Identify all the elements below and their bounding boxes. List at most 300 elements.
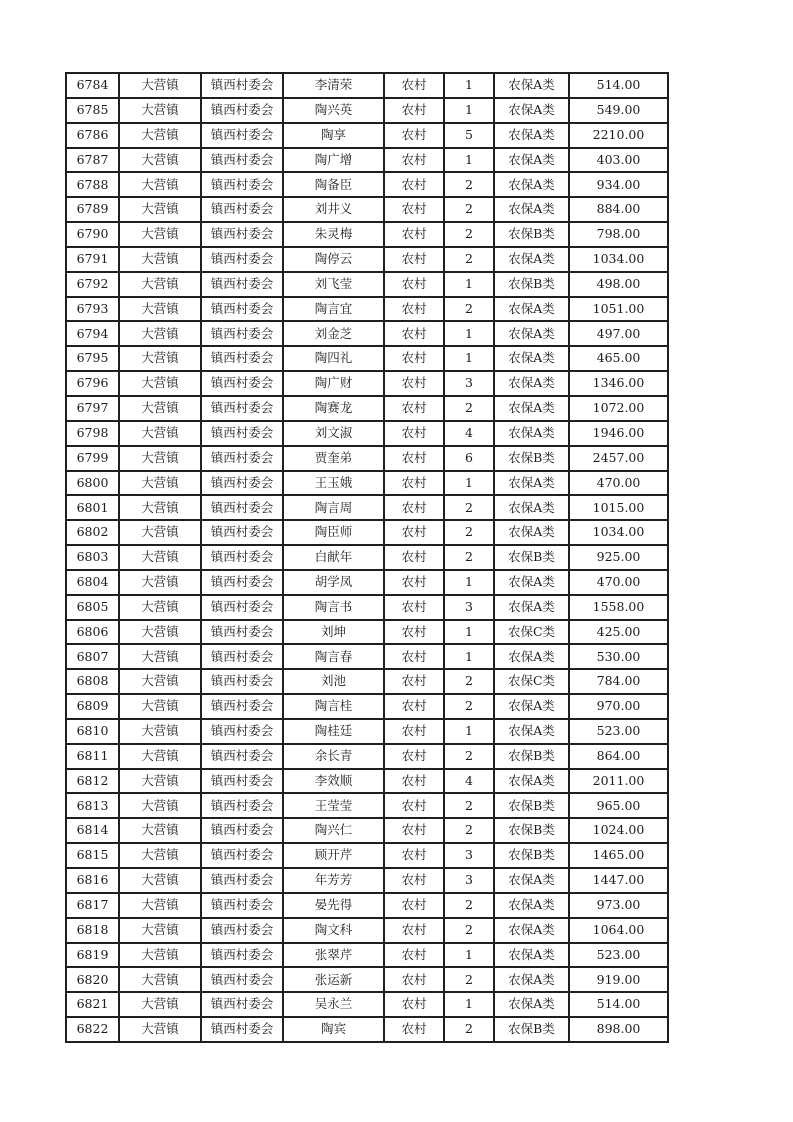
table-cell-id: 6812 [66, 769, 119, 794]
table-cell-id: 6800 [66, 471, 119, 496]
table-row [66, 297, 668, 322]
table-cell-area-type: 农村 [384, 297, 444, 322]
table-cell-name: 张运新 [283, 967, 384, 992]
table-cell-category: 农保B类 [494, 446, 569, 471]
table-cell-count: 1 [444, 346, 494, 371]
table-row [66, 148, 668, 173]
table-cell-name: 刘文淑 [283, 421, 384, 446]
table-cell-amount: 498.00 [569, 272, 668, 297]
table-row [66, 769, 668, 794]
table-cell-id: 6819 [66, 943, 119, 968]
table-cell-area-type: 农村 [384, 843, 444, 868]
table-row [66, 346, 668, 371]
table-cell-name: 李清荣 [283, 73, 384, 98]
table-cell-category: 农保A类 [494, 321, 569, 346]
table-cell-amount: 1015.00 [569, 495, 668, 520]
table-cell-count: 1 [444, 471, 494, 496]
table-cell-category: 农保A类 [494, 694, 569, 719]
table-cell-name: 陶备臣 [283, 172, 384, 197]
table-cell-area-type: 农村 [384, 98, 444, 123]
table-cell-id: 6792 [66, 272, 119, 297]
table-cell-name: 陶文科 [283, 918, 384, 943]
table-cell-name: 陶广增 [283, 148, 384, 173]
table-row [66, 818, 668, 843]
table-cell-town: 大营镇 [119, 595, 201, 620]
table-cell-id: 6786 [66, 123, 119, 148]
table-row [66, 868, 668, 893]
table-cell-village: 镇西村委会 [201, 471, 283, 496]
table-cell-id: 6785 [66, 98, 119, 123]
table-cell-id: 6820 [66, 967, 119, 992]
table-cell-village: 镇西村委会 [201, 321, 283, 346]
table-cell-amount: 403.00 [569, 148, 668, 173]
table-row [66, 446, 668, 471]
table-cell-area-type: 农村 [384, 967, 444, 992]
table-cell-area-type: 农村 [384, 73, 444, 98]
table-cell-village: 镇西村委会 [201, 222, 283, 247]
table-cell-count: 2 [444, 694, 494, 719]
table-cell-amount: 864.00 [569, 744, 668, 769]
table-cell-area-type: 农村 [384, 197, 444, 222]
table-cell-category: 农保B类 [494, 744, 569, 769]
table-cell-id: 6794 [66, 321, 119, 346]
table-cell-name: 吴永兰 [283, 992, 384, 1017]
table-cell-category: 农保A类 [494, 396, 569, 421]
table-row [66, 396, 668, 421]
table-row [66, 520, 668, 545]
table-cell-name: 陶言宜 [283, 297, 384, 322]
table-cell-area-type: 农村 [384, 321, 444, 346]
table-row [66, 719, 668, 744]
table-cell-name: 年芳芳 [283, 868, 384, 893]
table-cell-area-type: 农村 [384, 545, 444, 570]
table-cell-name: 陶广财 [283, 371, 384, 396]
table-cell-category: 农保A类 [494, 570, 569, 595]
table-cell-amount: 470.00 [569, 570, 668, 595]
table-row [66, 967, 668, 992]
table-cell-category: 农保A类 [494, 421, 569, 446]
table-cell-category: 农保A类 [494, 371, 569, 396]
table-cell-town: 大营镇 [119, 992, 201, 1017]
table-cell-village: 镇西村委会 [201, 793, 283, 818]
table-cell-count: 2 [444, 396, 494, 421]
table-cell-town: 大营镇 [119, 620, 201, 645]
table-cell-town: 大营镇 [119, 570, 201, 595]
table-cell-area-type: 农村 [384, 595, 444, 620]
table-cell-id: 6796 [66, 371, 119, 396]
table-cell-amount: 784.00 [569, 669, 668, 694]
table-cell-area-type: 农村 [384, 570, 444, 595]
table-cell-village: 镇西村委会 [201, 769, 283, 794]
table-cell-amount: 919.00 [569, 967, 668, 992]
table-row [66, 744, 668, 769]
table-cell-village: 镇西村委会 [201, 148, 283, 173]
table-cell-area-type: 农村 [384, 247, 444, 272]
table-cell-id: 6801 [66, 495, 119, 520]
table-cell-village: 镇西村委会 [201, 818, 283, 843]
table-cell-amount: 1034.00 [569, 247, 668, 272]
table-cell-village: 镇西村委会 [201, 73, 283, 98]
table-cell-id: 6784 [66, 73, 119, 98]
table-cell-name: 刘飞莹 [283, 272, 384, 297]
table-cell-category: 农保A类 [494, 520, 569, 545]
table-cell-amount: 970.00 [569, 694, 668, 719]
table-cell-amount: 1051.00 [569, 297, 668, 322]
table-cell-count: 1 [444, 148, 494, 173]
table-cell-town: 大营镇 [119, 1017, 201, 1042]
table-cell-village: 镇西村委会 [201, 396, 283, 421]
table-row [66, 918, 668, 943]
table-cell-id: 6818 [66, 918, 119, 943]
table-cell-category: 农保A类 [494, 918, 569, 943]
table-cell-name: 张翠芹 [283, 943, 384, 968]
table-cell-id: 6810 [66, 719, 119, 744]
table-row [66, 943, 668, 968]
table-cell-count: 3 [444, 868, 494, 893]
table-row [66, 669, 668, 694]
table-cell-category: 农保B类 [494, 222, 569, 247]
table-cell-village: 镇西村委会 [201, 992, 283, 1017]
table-cell-count: 1 [444, 644, 494, 669]
table-cell-id: 6803 [66, 545, 119, 570]
table-cell-category: 农保A类 [494, 297, 569, 322]
table-cell-name: 刘金芝 [283, 321, 384, 346]
table-cell-id: 6809 [66, 694, 119, 719]
table-cell-town: 大营镇 [119, 297, 201, 322]
table-cell-id: 6791 [66, 247, 119, 272]
table-cell-count: 1 [444, 620, 494, 645]
table-cell-amount: 470.00 [569, 471, 668, 496]
table-cell-category: 农保A类 [494, 495, 569, 520]
table-cell-amount: 934.00 [569, 172, 668, 197]
table-cell-village: 镇西村委会 [201, 545, 283, 570]
table-row [66, 495, 668, 520]
table-row [66, 197, 668, 222]
table-cell-area-type: 农村 [384, 222, 444, 247]
table-row [66, 471, 668, 496]
table-row [66, 595, 668, 620]
table-cell-town: 大营镇 [119, 893, 201, 918]
table-cell-village: 镇西村委会 [201, 644, 283, 669]
table-cell-town: 大营镇 [119, 172, 201, 197]
table-cell-town: 大营镇 [119, 744, 201, 769]
table-cell-name: 余长青 [283, 744, 384, 769]
table-cell-amount: 2011.00 [569, 769, 668, 794]
table-cell-village: 镇西村委会 [201, 247, 283, 272]
table-cell-name: 陶言周 [283, 495, 384, 520]
table-cell-id: 6806 [66, 620, 119, 645]
table-cell-count: 2 [444, 918, 494, 943]
table-cell-category: 农保A类 [494, 148, 569, 173]
table-cell-town: 大营镇 [119, 73, 201, 98]
table-cell-category: 农保A类 [494, 98, 569, 123]
table-cell-area-type: 农村 [384, 943, 444, 968]
table-cell-name: 陶兴英 [283, 98, 384, 123]
table-cell-category: 农保B类 [494, 545, 569, 570]
table-cell-count: 2 [444, 893, 494, 918]
table-cell-id: 6787 [66, 148, 119, 173]
table-cell-count: 1 [444, 570, 494, 595]
table-cell-count: 2 [444, 495, 494, 520]
table-cell-town: 大营镇 [119, 769, 201, 794]
table-cell-id: 6802 [66, 520, 119, 545]
table-cell-area-type: 农村 [384, 818, 444, 843]
table-cell-town: 大营镇 [119, 719, 201, 744]
table-row [66, 123, 668, 148]
table-cell-count: 2 [444, 967, 494, 992]
table-cell-amount: 514.00 [569, 992, 668, 1017]
table-cell-count: 1 [444, 943, 494, 968]
table-cell-town: 大营镇 [119, 247, 201, 272]
table-cell-category: 农保B类 [494, 272, 569, 297]
table-cell-village: 镇西村委会 [201, 446, 283, 471]
table-cell-village: 镇西村委会 [201, 197, 283, 222]
table-cell-amount: 1064.00 [569, 918, 668, 943]
table-cell-amount: 465.00 [569, 346, 668, 371]
table-cell-amount: 884.00 [569, 197, 668, 222]
table-cell-category: 农保C类 [494, 620, 569, 645]
table-cell-id: 6813 [66, 793, 119, 818]
table-cell-amount: 1034.00 [569, 520, 668, 545]
table-cell-town: 大营镇 [119, 495, 201, 520]
table-cell-town: 大营镇 [119, 793, 201, 818]
table-cell-amount: 497.00 [569, 321, 668, 346]
table-cell-name: 刘池 [283, 669, 384, 694]
table-cell-town: 大营镇 [119, 123, 201, 148]
table-cell-village: 镇西村委会 [201, 620, 283, 645]
table-cell-town: 大营镇 [119, 396, 201, 421]
table-cell-id: 6789 [66, 197, 119, 222]
table-cell-amount: 2210.00 [569, 123, 668, 148]
table-cell-amount: 425.00 [569, 620, 668, 645]
table-cell-count: 2 [444, 545, 494, 570]
table-cell-area-type: 农村 [384, 1017, 444, 1042]
table-cell-village: 镇西村委会 [201, 570, 283, 595]
table-cell-village: 镇西村委会 [201, 98, 283, 123]
table-cell-town: 大营镇 [119, 520, 201, 545]
table-cell-name: 胡学凤 [283, 570, 384, 595]
table-cell-town: 大营镇 [119, 918, 201, 943]
table-cell-amount: 523.00 [569, 943, 668, 968]
table-cell-town: 大营镇 [119, 197, 201, 222]
table-cell-name: 王莹莹 [283, 793, 384, 818]
table-cell-id: 6807 [66, 644, 119, 669]
table-cell-town: 大营镇 [119, 967, 201, 992]
table-cell-amount: 530.00 [569, 644, 668, 669]
table-cell-category: 农保B类 [494, 1017, 569, 1042]
table-row [66, 992, 668, 1017]
table-cell-id: 6821 [66, 992, 119, 1017]
table-cell-amount: 514.00 [569, 73, 668, 98]
table-cell-name: 陶享 [283, 123, 384, 148]
table-cell-id: 6798 [66, 421, 119, 446]
table-cell-id: 6822 [66, 1017, 119, 1042]
table-cell-town: 大营镇 [119, 321, 201, 346]
table-cell-count: 3 [444, 843, 494, 868]
table-cell-area-type: 农村 [384, 471, 444, 496]
table-row [66, 371, 668, 396]
table-cell-area-type: 农村 [384, 421, 444, 446]
table-cell-name: 王玉娥 [283, 471, 384, 496]
table-cell-amount: 925.00 [569, 545, 668, 570]
table-cell-town: 大营镇 [119, 694, 201, 719]
table-row [66, 843, 668, 868]
table-cell-village: 镇西村委会 [201, 421, 283, 446]
table-cell-amount: 798.00 [569, 222, 668, 247]
table-cell-id: 6811 [66, 744, 119, 769]
table-cell-town: 大营镇 [119, 644, 201, 669]
table-cell-count: 1 [444, 992, 494, 1017]
table-row [66, 73, 668, 98]
table-cell-village: 镇西村委会 [201, 123, 283, 148]
table-cell-village: 镇西村委会 [201, 669, 283, 694]
table-cell-town: 大营镇 [119, 371, 201, 396]
table-cell-amount: 898.00 [569, 1017, 668, 1042]
table-cell-category: 农保B类 [494, 818, 569, 843]
table-cell-count: 1 [444, 321, 494, 346]
table-row [66, 644, 668, 669]
table-cell-area-type: 农村 [384, 769, 444, 794]
table-cell-id: 6817 [66, 893, 119, 918]
table-cell-count: 2 [444, 247, 494, 272]
table-row [66, 222, 668, 247]
table-cell-town: 大营镇 [119, 471, 201, 496]
table-cell-count: 2 [444, 669, 494, 694]
table-cell-id: 6805 [66, 595, 119, 620]
table-cell-category: 农保A类 [494, 644, 569, 669]
table-cell-town: 大营镇 [119, 545, 201, 570]
table-cell-area-type: 农村 [384, 744, 444, 769]
table-cell-id: 6797 [66, 396, 119, 421]
table-row [66, 793, 668, 818]
table-cell-area-type: 农村 [384, 719, 444, 744]
table-cell-town: 大营镇 [119, 943, 201, 968]
table-row [66, 172, 668, 197]
table-cell-area-type: 农村 [384, 148, 444, 173]
table-cell-count: 3 [444, 371, 494, 396]
table-cell-name: 贾奎弟 [283, 446, 384, 471]
benefits-table [65, 72, 669, 1043]
table-cell-name: 陶言桂 [283, 694, 384, 719]
table-cell-count: 2 [444, 297, 494, 322]
table-cell-amount: 965.00 [569, 793, 668, 818]
table-cell-village: 镇西村委会 [201, 346, 283, 371]
table-cell-village: 镇西村委会 [201, 843, 283, 868]
table-cell-amount: 2457.00 [569, 446, 668, 471]
table-cell-category: 农保A类 [494, 471, 569, 496]
table-cell-name: 刘坤 [283, 620, 384, 645]
table-cell-area-type: 农村 [384, 992, 444, 1017]
table-cell-id: 6814 [66, 818, 119, 843]
table-cell-area-type: 农村 [384, 346, 444, 371]
table-cell-category: 农保A类 [494, 197, 569, 222]
table-cell-amount: 1946.00 [569, 421, 668, 446]
table-cell-town: 大营镇 [119, 98, 201, 123]
table-cell-village: 镇西村委会 [201, 694, 283, 719]
table-cell-area-type: 农村 [384, 620, 444, 645]
table-cell-name: 晏先得 [283, 893, 384, 918]
table-cell-category: 农保C类 [494, 669, 569, 694]
table-cell-name: 陶桂廷 [283, 719, 384, 744]
table-cell-count: 1 [444, 73, 494, 98]
table-cell-category: 农保A类 [494, 893, 569, 918]
table-row [66, 98, 668, 123]
table-cell-count: 2 [444, 520, 494, 545]
table-cell-amount: 1447.00 [569, 868, 668, 893]
table-cell-name: 李效顺 [283, 769, 384, 794]
table-cell-id: 6815 [66, 843, 119, 868]
table-cell-village: 镇西村委会 [201, 595, 283, 620]
table-row [66, 893, 668, 918]
table-cell-category: 农保A类 [494, 967, 569, 992]
table-cell-town: 大营镇 [119, 421, 201, 446]
table-cell-name: 陶赛龙 [283, 396, 384, 421]
table-cell-category: 农保A类 [494, 247, 569, 272]
table-cell-town: 大营镇 [119, 669, 201, 694]
table-cell-category: 农保A类 [494, 172, 569, 197]
table-cell-amount: 1072.00 [569, 396, 668, 421]
table-cell-town: 大营镇 [119, 346, 201, 371]
table-row [66, 545, 668, 570]
table-row [66, 247, 668, 272]
table-cell-count: 4 [444, 769, 494, 794]
table-cell-village: 镇西村委会 [201, 943, 283, 968]
table-cell-count: 1 [444, 719, 494, 744]
table-cell-amount: 1024.00 [569, 818, 668, 843]
table-row [66, 694, 668, 719]
table-cell-town: 大营镇 [119, 818, 201, 843]
table-cell-category: 农保A类 [494, 868, 569, 893]
table-cell-amount: 1346.00 [569, 371, 668, 396]
table-cell-area-type: 农村 [384, 446, 444, 471]
table-cell-village: 镇西村委会 [201, 1017, 283, 1042]
table-cell-village: 镇西村委会 [201, 967, 283, 992]
table-cell-id: 6795 [66, 346, 119, 371]
table-cell-amount: 549.00 [569, 98, 668, 123]
table-cell-count: 5 [444, 123, 494, 148]
table-cell-category: 农保A类 [494, 123, 569, 148]
table-cell-name: 陶臣师 [283, 520, 384, 545]
table-cell-count: 2 [444, 1017, 494, 1042]
table-cell-amount: 523.00 [569, 719, 668, 744]
table-cell-area-type: 农村 [384, 520, 444, 545]
table-cell-count: 4 [444, 421, 494, 446]
table-cell-id: 6788 [66, 172, 119, 197]
table-cell-village: 镇西村委会 [201, 520, 283, 545]
table-cell-village: 镇西村委会 [201, 918, 283, 943]
table-cell-id: 6804 [66, 570, 119, 595]
table-cell-category: 农保A类 [494, 719, 569, 744]
table-cell-name: 刘井义 [283, 197, 384, 222]
table-cell-category: 农保A类 [494, 769, 569, 794]
table-cell-name: 陶宾 [283, 1017, 384, 1042]
table-cell-name: 陶言春 [283, 644, 384, 669]
table-cell-area-type: 农村 [384, 793, 444, 818]
table-cell-village: 镇西村委会 [201, 744, 283, 769]
table-cell-name: 陶停云 [283, 247, 384, 272]
table-cell-area-type: 农村 [384, 694, 444, 719]
table-body [66, 73, 668, 1042]
table-cell-village: 镇西村委会 [201, 495, 283, 520]
table-cell-category: 农保B类 [494, 843, 569, 868]
table-cell-id: 6808 [66, 669, 119, 694]
table-cell-name: 陶四礼 [283, 346, 384, 371]
table-cell-village: 镇西村委会 [201, 172, 283, 197]
table-cell-count: 2 [444, 793, 494, 818]
table-row [66, 620, 668, 645]
table-cell-village: 镇西村委会 [201, 719, 283, 744]
table-cell-category: 农保A类 [494, 943, 569, 968]
